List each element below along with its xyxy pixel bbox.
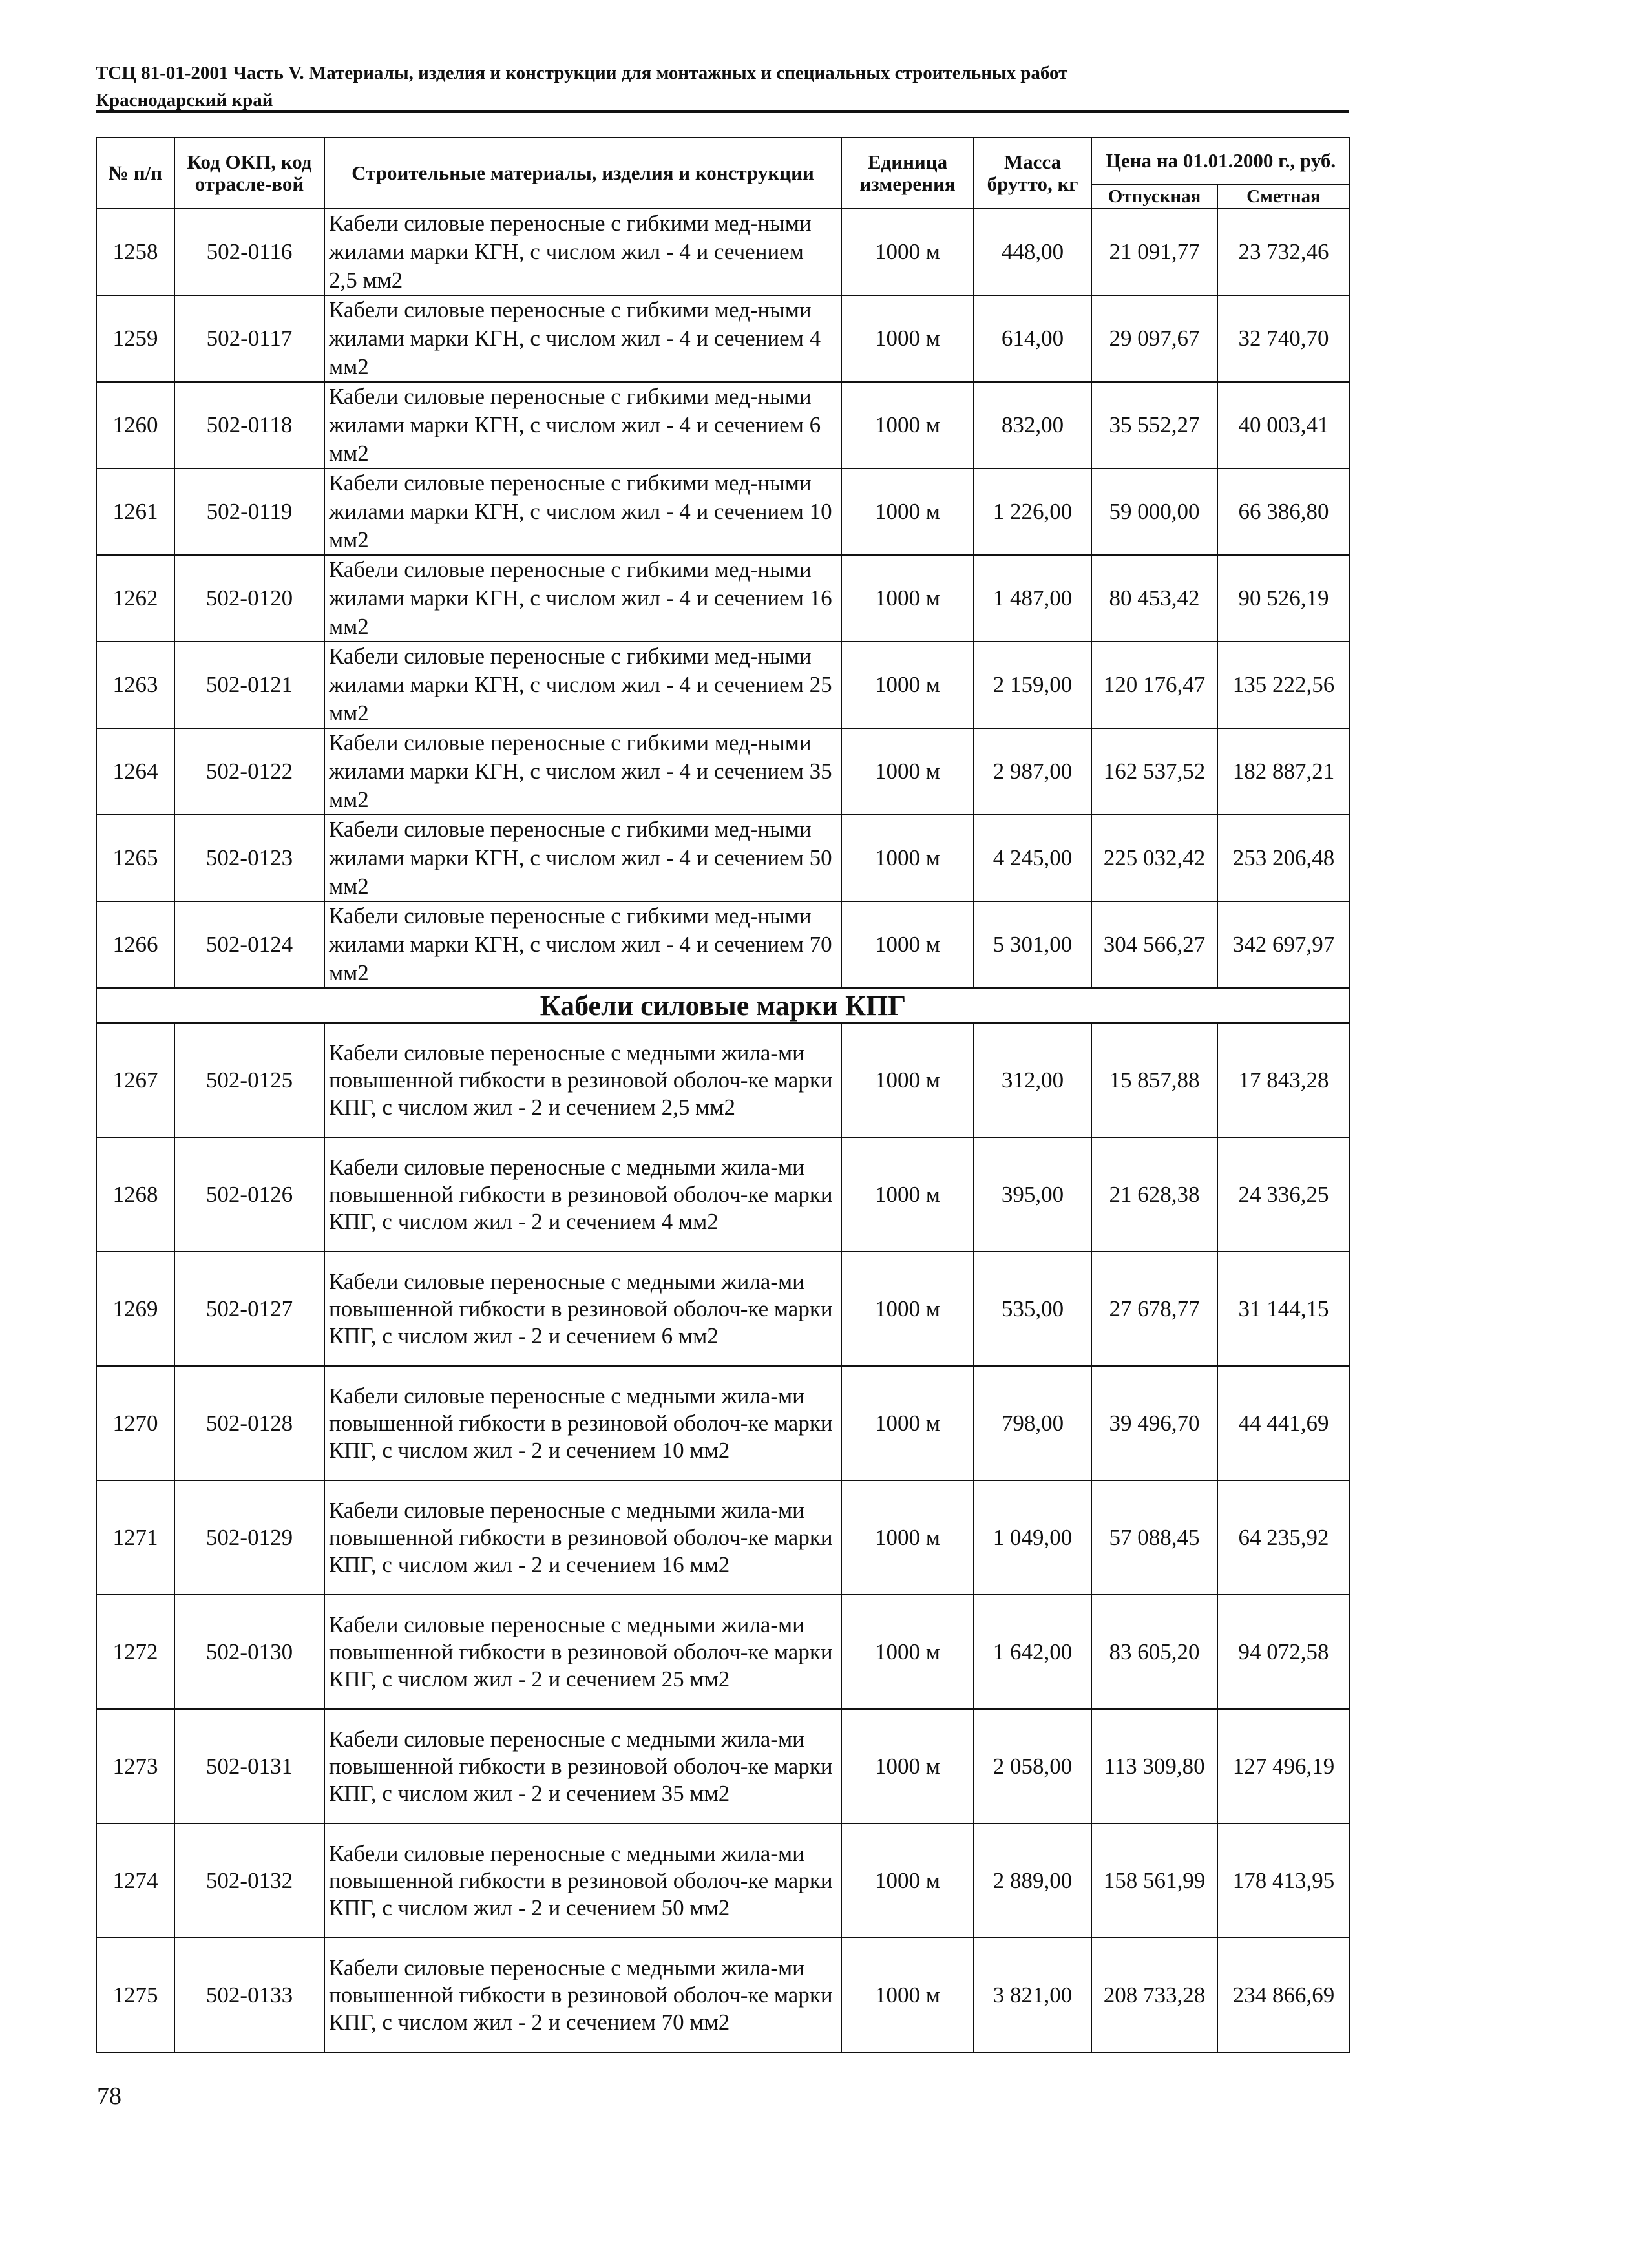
table-row — [96, 642, 1350, 728]
table-row — [96, 1366, 1350, 1480]
table-row — [96, 1252, 1350, 1366]
cell-mass: 1 049,00 — [974, 1480, 1091, 1595]
cell-mass: 3 821,00 — [974, 1938, 1091, 2052]
cell-mass: 1 487,00 — [974, 555, 1091, 642]
table-row — [96, 1709, 1350, 1823]
cell-num: 1259 — [96, 295, 174, 382]
cell-unit: 1000 м — [841, 815, 974, 901]
cell-code: 502-0123 — [174, 815, 324, 901]
cell-code: 502-0128 — [174, 1366, 324, 1480]
cell-unit: 1000 м — [841, 1480, 974, 1595]
table-body-kgn — [96, 209, 1350, 988]
cell-price-estimate: 44 441,69 — [1217, 1366, 1350, 1480]
cell-num: 1270 — [96, 1366, 174, 1480]
cell-desc: Кабели силовые переносные с гибкими мед-ными жилами марки КГН, с числом жил - 4 и сечением 70 мм2 — [324, 901, 841, 988]
cell-desc: Кабели силовые переносные с медными жила-ми повышенной гибкости в резиновой оболоч-ке марки КПГ, с числом жил - 2 и сечением 4 мм2 — [324, 1137, 841, 1252]
cell-desc: Кабели силовые переносные с гибкими мед-ными жилами марки КГН, с числом жил - 4 и сечением 16 мм2 — [324, 555, 841, 642]
cell-price-release: 27 678,77 — [1091, 1252, 1217, 1366]
cell-num: 1272 — [96, 1595, 174, 1709]
cell-desc: Кабели силовые переносные с гибкими мед-ными жилами марки КГН, с числом жил - 4 и сечением 50 мм2 — [324, 815, 841, 901]
cell-mass: 448,00 — [974, 209, 1091, 295]
cell-unit: 1000 м — [841, 1938, 974, 2052]
section-row — [96, 988, 1350, 1023]
cell-mass: 1 642,00 — [974, 1595, 1091, 1709]
table-header-row — [96, 138, 1350, 184]
header-title: ТСЦ 81-01-2001 Часть V. Материалы, изделия и конструкции для монтажных и специальных строительных работ — [96, 63, 1068, 83]
cell-mass: 2 889,00 — [974, 1823, 1091, 1938]
cell-price-estimate: 24 336,25 — [1217, 1137, 1350, 1252]
cell-mass: 5 301,00 — [974, 901, 1091, 988]
cell-unit: 1000 м — [841, 209, 974, 295]
cell-code: 502-0127 — [174, 1252, 324, 1366]
cell-code: 502-0116 — [174, 209, 324, 295]
cell-price-release: 29 097,67 — [1091, 295, 1217, 382]
cell-mass: 312,00 — [974, 1023, 1091, 1137]
col-header-name: Строительные материалы, изделия и конструкции — [324, 138, 841, 209]
cell-price-release: 158 561,99 — [1091, 1823, 1217, 1938]
cell-num: 1267 — [96, 1023, 174, 1137]
cell-price-release: 15 857,88 — [1091, 1023, 1217, 1137]
cell-unit: 1000 м — [841, 1252, 974, 1366]
cell-price-release: 57 088,45 — [1091, 1480, 1217, 1595]
cell-code: 502-0125 — [174, 1023, 324, 1137]
cell-unit: 1000 м — [841, 901, 974, 988]
cell-num: 1265 — [96, 815, 174, 901]
table-row — [96, 1137, 1350, 1252]
cell-code: 502-0130 — [174, 1595, 324, 1709]
section-title: Кабели силовые марки КПГ — [96, 988, 1350, 1023]
cell-unit: 1000 м — [841, 1023, 974, 1137]
cell-desc: Кабели силовые переносные с гибкими мед-ными жилами марки КГН, с числом жил - 4 и сечением 2,5 мм2 — [324, 209, 841, 295]
cell-code: 502-0118 — [174, 382, 324, 468]
cell-desc: Кабели силовые переносные с гибкими мед-ными жилами марки КГН, с числом жил - 4 и сечением 35 мм2 — [324, 728, 841, 815]
price-table — [96, 137, 1350, 2053]
cell-code: 502-0129 — [174, 1480, 324, 1595]
col-header-unit: Единица измерения — [841, 138, 974, 209]
cell-code: 502-0122 — [174, 728, 324, 815]
cell-code: 502-0124 — [174, 901, 324, 988]
table-row — [96, 1023, 1350, 1137]
cell-price-release: 162 537,52 — [1091, 728, 1217, 815]
cell-price-estimate: 135 222,56 — [1217, 642, 1350, 728]
cell-mass: 2 159,00 — [974, 642, 1091, 728]
cell-unit: 1000 м — [841, 728, 974, 815]
cell-num: 1274 — [96, 1823, 174, 1938]
header-rule — [96, 110, 1349, 113]
table-row — [96, 815, 1350, 901]
cell-unit: 1000 м — [841, 1137, 974, 1252]
table-row — [96, 468, 1350, 555]
cell-unit: 1000 м — [841, 1366, 974, 1480]
cell-mass: 395,00 — [974, 1137, 1091, 1252]
cell-num: 1268 — [96, 1137, 174, 1252]
cell-price-estimate: 32 740,70 — [1217, 295, 1350, 382]
cell-code: 502-0131 — [174, 1709, 324, 1823]
cell-price-release: 208 733,28 — [1091, 1938, 1217, 2052]
cell-unit: 1000 м — [841, 1823, 974, 1938]
cell-price-release: 225 032,42 — [1091, 815, 1217, 901]
cell-desc: Кабели силовые переносные с медными жила-ми повышенной гибкости в резиновой оболоч-ке марки КПГ, с числом жил - 2 и сечением 70 мм2 — [324, 1938, 841, 2052]
cell-num: 1273 — [96, 1709, 174, 1823]
cell-unit: 1000 м — [841, 382, 974, 468]
cell-desc: Кабели силовые переносные с медными жила-ми повышенной гибкости в резиновой оболоч-ке марки КПГ, с числом жил - 2 и сечением 16 мм2 — [324, 1480, 841, 1595]
table-row — [96, 1480, 1350, 1595]
cell-mass: 614,00 — [974, 295, 1091, 382]
page-header — [96, 59, 1343, 114]
table-row — [96, 1938, 1350, 2052]
cell-price-estimate: 178 413,95 — [1217, 1823, 1350, 1938]
cell-desc: Кабели силовые переносные с медными жила-ми повышенной гибкости в резиновой оболоч-ке марки КПГ, с числом жил - 2 и сечением 35 мм2 — [324, 1709, 841, 1823]
cell-price-estimate: 342 697,97 — [1217, 901, 1350, 988]
cell-mass: 2 058,00 — [974, 1709, 1091, 1823]
cell-price-estimate: 23 732,46 — [1217, 209, 1350, 295]
cell-code: 502-0133 — [174, 1938, 324, 2052]
cell-num: 1260 — [96, 382, 174, 468]
cell-code: 502-0121 — [174, 642, 324, 728]
cell-price-estimate: 64 235,92 — [1217, 1480, 1350, 1595]
cell-num: 1266 — [96, 901, 174, 988]
page-number: 78 — [97, 2083, 121, 2110]
cell-price-estimate: 90 526,19 — [1217, 555, 1350, 642]
cell-desc: Кабели силовые переносные с гибкими мед-ными жилами марки КГН, с числом жил - 4 и сечением 6 мм2 — [324, 382, 841, 468]
cell-unit: 1000 м — [841, 555, 974, 642]
cell-num: 1264 — [96, 728, 174, 815]
table-section-kpg — [96, 988, 1350, 1023]
cell-price-release: 21 628,38 — [1091, 1137, 1217, 1252]
cell-price-estimate: 31 144,15 — [1217, 1252, 1350, 1366]
table-row — [96, 728, 1350, 815]
cell-unit: 1000 м — [841, 1709, 974, 1823]
table-row — [96, 555, 1350, 642]
cell-num: 1258 — [96, 209, 174, 295]
cell-price-release: 80 453,42 — [1091, 555, 1217, 642]
cell-code: 502-0119 — [174, 468, 324, 555]
cell-price-release: 113 309,80 — [1091, 1709, 1217, 1823]
cell-price-release: 39 496,70 — [1091, 1366, 1217, 1480]
cell-unit: 1000 м — [841, 1595, 974, 1709]
cell-price-estimate: 17 843,28 — [1217, 1023, 1350, 1137]
cell-mass: 798,00 — [974, 1366, 1091, 1480]
cell-price-release: 59 000,00 — [1091, 468, 1217, 555]
cell-unit: 1000 м — [841, 295, 974, 382]
cell-desc: Кабели силовые переносные с медными жила-ми повышенной гибкости в резиновой оболоч-ке марки КПГ, с числом жил - 2 и сечением 6 мм2 — [324, 1252, 841, 1366]
cell-num: 1262 — [96, 555, 174, 642]
cell-num: 1261 — [96, 468, 174, 555]
cell-mass: 2 987,00 — [974, 728, 1091, 815]
cell-num: 1269 — [96, 1252, 174, 1366]
table-row — [96, 1595, 1350, 1709]
cell-desc: Кабели силовые переносные с медными жила-ми повышенной гибкости в резиновой оболоч-ке марки КПГ, с числом жил - 2 и сечением 50 мм2 — [324, 1823, 841, 1938]
table-body-kpg — [96, 1023, 1350, 2052]
cell-price-estimate: 40 003,41 — [1217, 382, 1350, 468]
cell-desc: Кабели силовые переносные с медными жила-ми повышенной гибкости в резиновой оболоч-ке марки КПГ, с числом жил - 2 и сечением 25 мм2 — [324, 1595, 841, 1709]
cell-price-estimate: 234 866,69 — [1217, 1938, 1350, 2052]
table-row — [96, 209, 1350, 295]
cell-price-release: 120 176,47 — [1091, 642, 1217, 728]
col-header-price: Цена на 01.01.2000 г., руб. — [1091, 138, 1350, 184]
table-row — [96, 1823, 1350, 1938]
cell-mass: 535,00 — [974, 1252, 1091, 1366]
cell-unit: 1000 м — [841, 468, 974, 555]
cell-price-estimate: 66 386,80 — [1217, 468, 1350, 555]
cell-desc: Кабели силовые переносные с гибкими мед-ными жилами марки КГН, с числом жил - 4 и сечением 10 мм2 — [324, 468, 841, 555]
cell-code: 502-0126 — [174, 1137, 324, 1252]
col-header-price-release: Отпускная — [1091, 184, 1217, 209]
table-row — [96, 901, 1350, 988]
cell-code: 502-0120 — [174, 555, 324, 642]
cell-price-estimate: 253 206,48 — [1217, 815, 1350, 901]
cell-code: 502-0132 — [174, 1823, 324, 1938]
table-row — [96, 295, 1350, 382]
cell-price-release: 35 552,27 — [1091, 382, 1217, 468]
cell-num: 1271 — [96, 1480, 174, 1595]
cell-desc: Кабели силовые переносные с гибкими мед-ными жилами марки КГН, с числом жил - 4 и сечением 4 мм2 — [324, 295, 841, 382]
col-header-price-estimate: Сметная — [1217, 184, 1350, 209]
cell-desc: Кабели силовые переносные с медными жила-ми повышенной гибкости в резиновой оболоч-ке марки КПГ, с числом жил - 2 и сечением 10 мм2 — [324, 1366, 841, 1480]
cell-unit: 1000 м — [841, 642, 974, 728]
col-header-code: Код ОКП, код отрасле-вой — [174, 138, 324, 209]
cell-price-estimate: 127 496,19 — [1217, 1709, 1350, 1823]
table-row — [96, 382, 1350, 468]
header-region: Краснодарский край — [96, 90, 273, 110]
cell-price-estimate: 182 887,21 — [1217, 728, 1350, 815]
cell-num: 1263 — [96, 642, 174, 728]
cell-price-release: 21 091,77 — [1091, 209, 1217, 295]
cell-price-release: 83 605,20 — [1091, 1595, 1217, 1709]
cell-desc: Кабели силовые переносные с медными жила-ми повышенной гибкости в резиновой оболоч-ке марки КПГ, с числом жил - 2 и сечением 2,5 мм2 — [324, 1023, 841, 1137]
cell-mass: 1 226,00 — [974, 468, 1091, 555]
col-header-num: № п/п — [96, 138, 174, 209]
cell-price-estimate: 94 072,58 — [1217, 1595, 1350, 1709]
cell-mass: 4 245,00 — [974, 815, 1091, 901]
cell-price-release: 304 566,27 — [1091, 901, 1217, 988]
cell-mass: 832,00 — [974, 382, 1091, 468]
cell-code: 502-0117 — [174, 295, 324, 382]
cell-desc: Кабели силовые переносные с гибкими мед-ными жилами марки КГН, с числом жил - 4 и сечением 25 мм2 — [324, 642, 841, 728]
col-header-mass: Масса брутто, кг — [974, 138, 1091, 209]
cell-num: 1275 — [96, 1938, 174, 2052]
